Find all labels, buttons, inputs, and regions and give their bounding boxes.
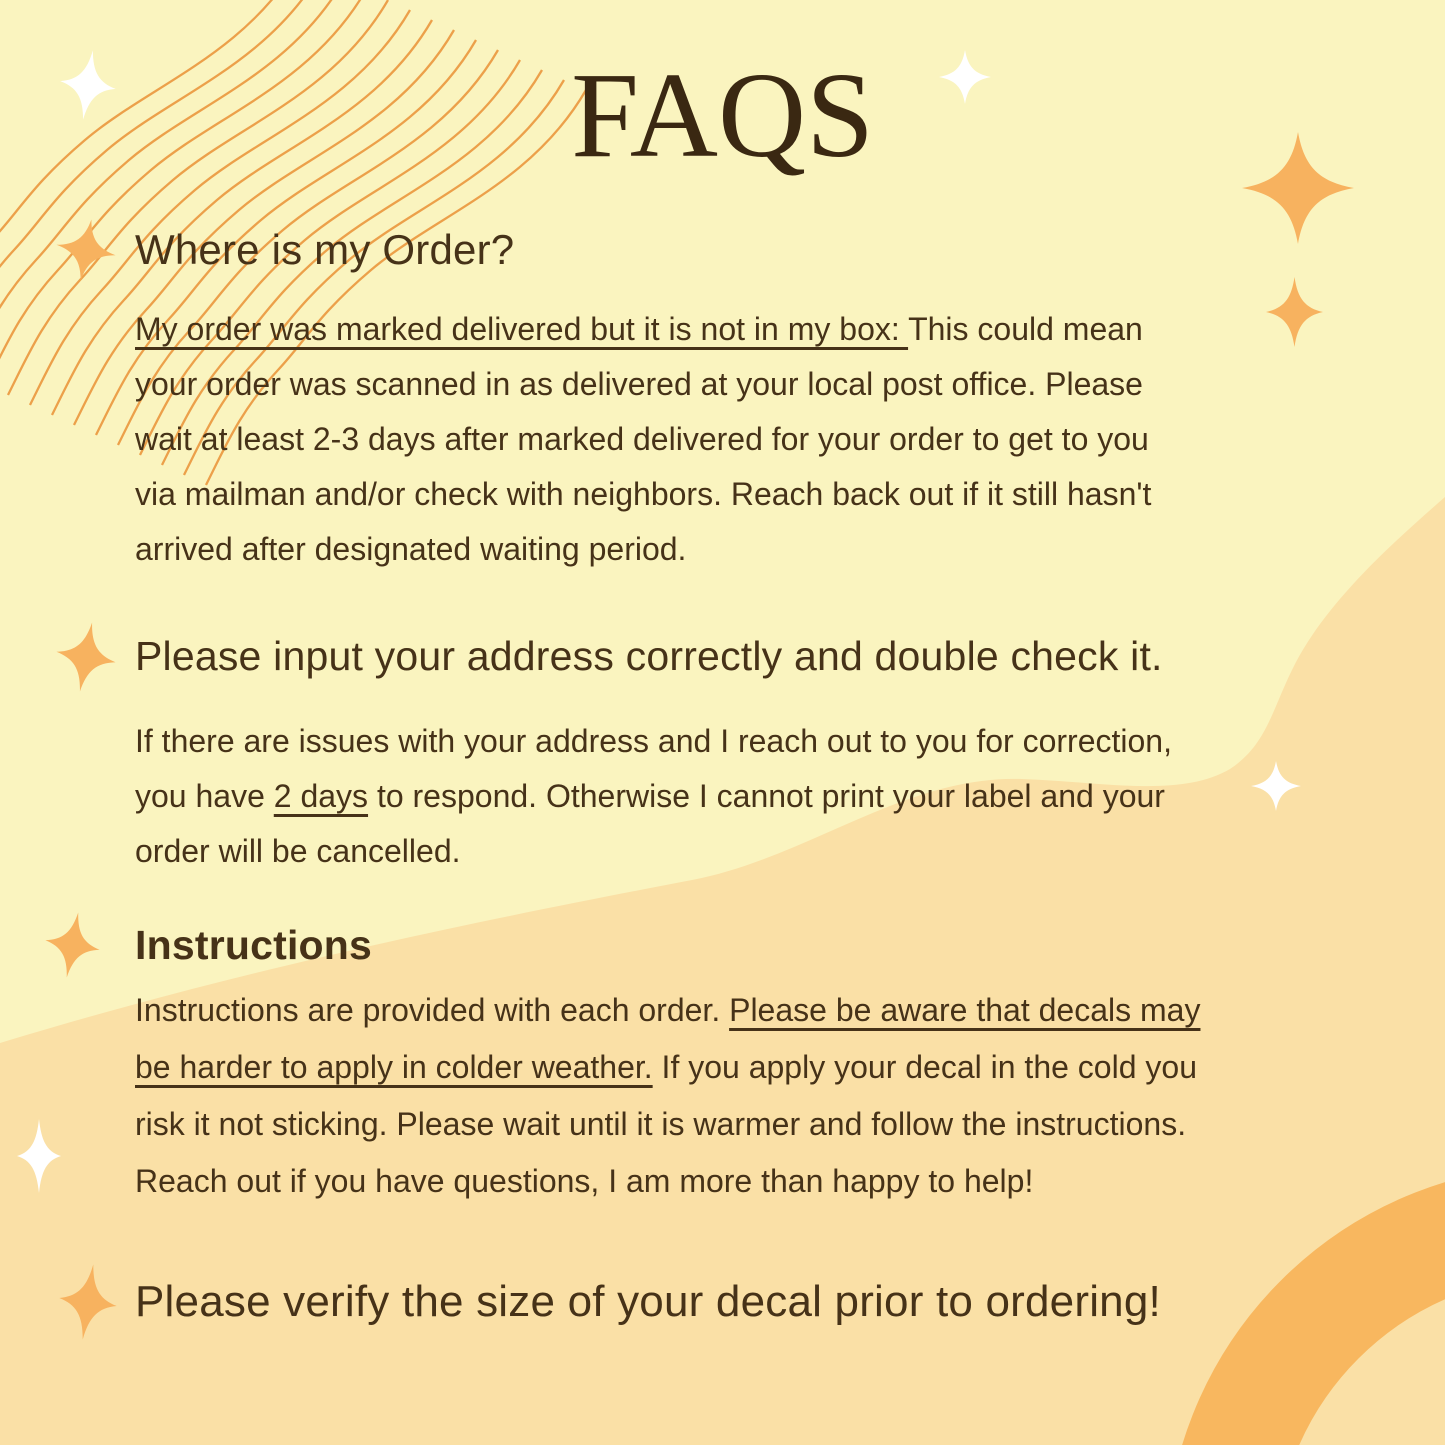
sparkle-icon bbox=[1266, 277, 1323, 347]
sparkle-icon bbox=[54, 1260, 122, 1343]
sparkle-icon bbox=[51, 214, 121, 285]
sparkle-icon bbox=[17, 1119, 61, 1193]
text-line: Instructions are provided with each order. Please be aware that decals may bbox=[135, 992, 1201, 1028]
text-line: If there are issues with your address and I reach out to you for correction, bbox=[135, 723, 1172, 759]
text-line: Reach out if you have questions, I am more than happy to help! bbox=[135, 1163, 1034, 1199]
text-line: My order was marked delivered but it is not in my box: This could mean bbox=[135, 311, 1143, 347]
section-heading-instructions: Instructions bbox=[135, 922, 373, 968]
paragraph-where-is-my-order bbox=[135, 302, 1151, 577]
paragraph-instructions bbox=[135, 982, 1200, 1210]
footer-heading-verify-size: Please verify the size of your decal prior to ordering! bbox=[135, 1277, 1161, 1326]
text-line: you have 2 days to respond. Otherwise I cannot print your label and your bbox=[135, 778, 1165, 814]
text-line: arrived after designated waiting period. bbox=[135, 531, 687, 567]
section-heading-address-check: Please input your address correctly and double check it. bbox=[135, 633, 1163, 679]
text-line: wait at least 2-3 days after marked delivered for your order to get to you bbox=[135, 421, 1149, 457]
sparkle-icon bbox=[50, 617, 121, 696]
section-heading-where-is-my-order: Where is my Order? bbox=[135, 226, 515, 273]
text-line: via mailman and/or check with neighbors. Reach back out if it still hasn't bbox=[135, 476, 1152, 512]
paragraph-address-check bbox=[135, 714, 1172, 879]
text-line: your order was scanned in as delivered at your local post office. Please bbox=[135, 366, 1143, 402]
text-line: be harder to apply in colder weather. If you apply your decal in the cold you bbox=[135, 1049, 1197, 1085]
text-line: risk it not sticking. Please wait until it is warmer and follow the instructions. bbox=[135, 1106, 1187, 1142]
page-title: FAQS bbox=[571, 48, 874, 183]
sparkle-icon bbox=[40, 908, 106, 983]
sparkle-icon bbox=[1251, 761, 1301, 811]
text-line: order will be cancelled. bbox=[135, 833, 461, 869]
